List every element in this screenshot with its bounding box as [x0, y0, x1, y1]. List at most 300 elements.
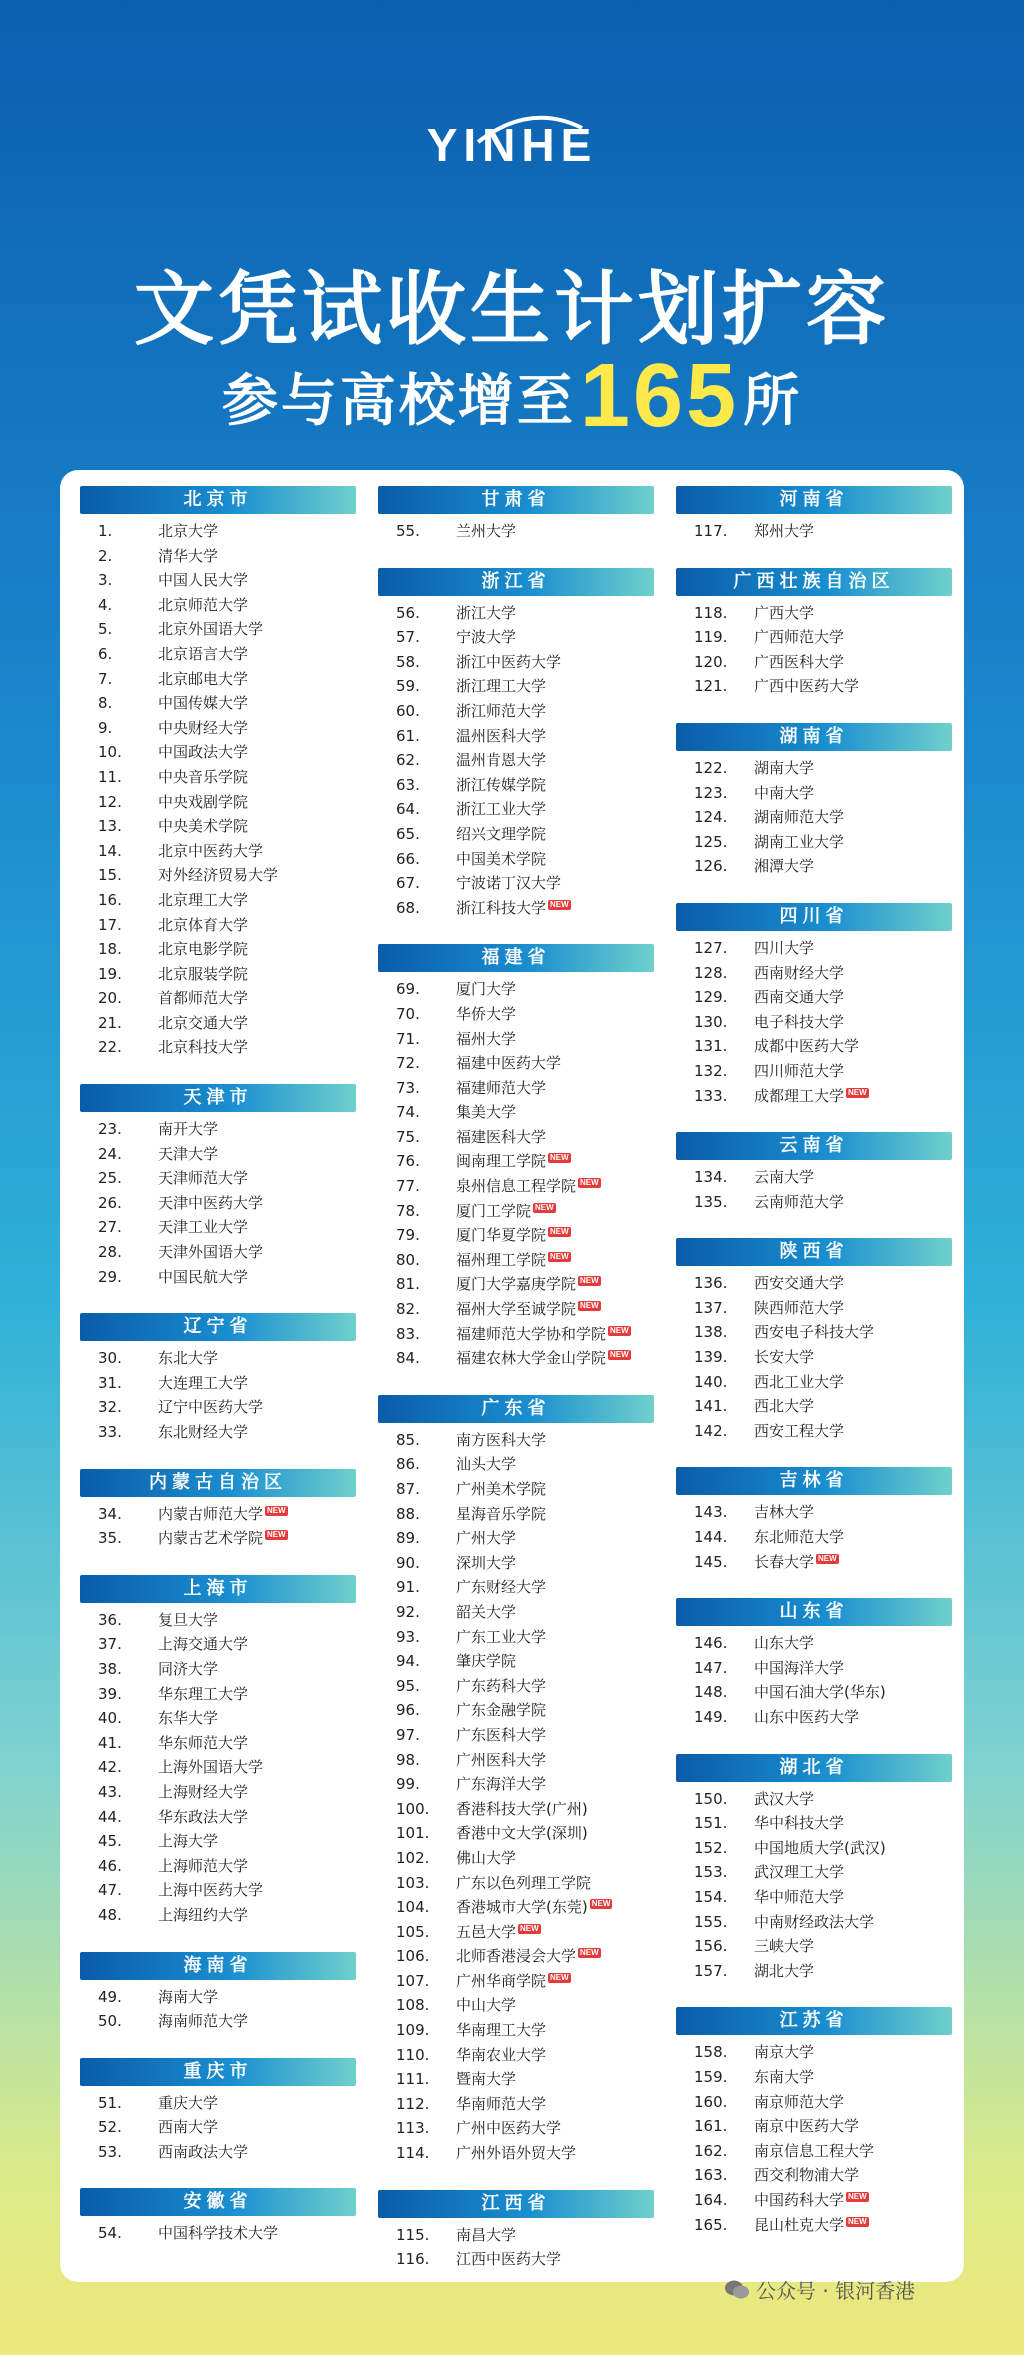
row-number: 66. — [396, 849, 420, 868]
list-column-1 — [80, 486, 356, 2270]
row-number: 79. — [396, 1226, 420, 1245]
university-name: 中国药科大学 — [754, 2190, 845, 2209]
university-name: 中国传媒大学 — [158, 694, 249, 713]
university-row — [80, 888, 356, 913]
university-name: 中央财经大学 — [158, 718, 249, 737]
university-row — [80, 1526, 356, 1551]
row-number: 158. — [694, 2043, 728, 2062]
row-number: 143. — [694, 1503, 728, 1522]
university-row — [676, 1787, 952, 1812]
row-number: 35. — [98, 1529, 122, 1548]
university-name: 西南大学 — [158, 2118, 219, 2137]
university-row — [80, 1608, 356, 1633]
row-number: 75. — [396, 1127, 420, 1146]
row-number: 70. — [396, 1004, 420, 1023]
page-subtitle — [0, 345, 1024, 448]
university-row — [80, 839, 356, 864]
region-section — [378, 2190, 654, 2272]
university-name: 重庆大学 — [158, 2093, 219, 2112]
university-name: 香港中文大学(深圳) — [456, 1824, 588, 1843]
university-name: 广西师范大学 — [754, 628, 845, 647]
university-name: 厦门大学 — [456, 980, 517, 999]
university-name: 华南师范大学 — [456, 2094, 547, 2113]
university-row — [378, 519, 654, 544]
university-name: 清华大学 — [158, 546, 219, 565]
university-name: 南京信息工程大学 — [754, 2141, 875, 2160]
row-number: 89. — [396, 1529, 420, 1548]
brand-logo: YINHE — [426, 119, 598, 171]
university-row — [80, 913, 356, 938]
university-row — [378, 699, 654, 724]
university-name: 华东理工大学 — [158, 1684, 249, 1703]
university-name: 四川师范大学 — [754, 1061, 845, 1080]
row-number: 33. — [98, 1423, 122, 1441]
row-number: 28. — [98, 1243, 122, 1262]
university-name: 广东金融学院 — [456, 1701, 547, 1720]
university-row — [378, 1575, 654, 1600]
row-number: 61. — [396, 726, 420, 745]
university-name: 闽南理工学院 — [456, 1152, 547, 1171]
university-row — [378, 601, 654, 626]
university-name: 广东药科大学 — [456, 1676, 547, 1695]
university-row — [378, 625, 654, 650]
university-name: 北京理工大学 — [158, 890, 249, 909]
list-column-3 — [676, 486, 952, 2261]
university-row — [378, 2141, 654, 2166]
university-row — [80, 1502, 356, 1527]
university-row — [378, 1895, 654, 1920]
row-number: 20. — [98, 989, 122, 1008]
university-row — [378, 1944, 654, 1969]
university-name: 华中科技大学 — [754, 1814, 845, 1833]
university-name: 东南大学 — [754, 2067, 815, 2086]
university-row — [80, 1682, 356, 1707]
university-name: 中央美术学院 — [158, 817, 249, 836]
region-header: 上海市 — [80, 1575, 356, 1603]
university-name: 成都中医药大学 — [754, 1037, 860, 1056]
university-name: 广州医科大学 — [456, 1750, 547, 1769]
row-number: 144. — [694, 1528, 728, 1547]
university-row — [676, 1190, 952, 1215]
university-name: 南昌大学 — [456, 2225, 517, 2244]
university-row — [378, 674, 654, 699]
region-header: 浙江省 — [378, 568, 654, 596]
row-number: 17. — [98, 915, 122, 934]
university-name: 西安电子科技大学 — [754, 1323, 875, 1342]
row-number: 149. — [694, 1708, 728, 1726]
university-name: 华南农业大学 — [456, 2045, 547, 2064]
university-row — [378, 1502, 654, 1527]
row-number: 52. — [98, 2118, 122, 2137]
university-row — [676, 2188, 952, 2213]
row-number: 57. — [396, 628, 420, 647]
region-section — [676, 1132, 952, 1214]
row-number: 3. — [98, 571, 113, 590]
university-name: 泉州信息工程学院 — [456, 1177, 577, 1196]
row-number: 92. — [396, 1602, 420, 1621]
university-row — [80, 716, 356, 741]
university-name: 长春大学 — [754, 1552, 815, 1571]
university-name: 南京中医药大学 — [754, 2117, 860, 2136]
university-name: 中央音乐学院 — [158, 767, 249, 786]
university-name: 电子科技大学 — [754, 1012, 845, 1031]
row-number: 135. — [694, 1192, 728, 1211]
university-name: 首都师范大学 — [158, 989, 249, 1008]
university-name: 西安交通大学 — [754, 1274, 845, 1293]
row-number: 72. — [396, 1054, 420, 1073]
list-column-2 — [378, 486, 654, 2296]
university-name: 成都理工大学 — [754, 1086, 845, 1105]
university-row — [378, 1223, 654, 1248]
row-number: 65. — [396, 824, 420, 843]
region-section — [676, 568, 952, 699]
university-row — [378, 1625, 654, 1650]
university-row — [378, 977, 654, 1002]
university-name: 西南财经大学 — [754, 963, 845, 982]
region-header: 广东省 — [378, 1395, 654, 1423]
row-number: 132. — [694, 1061, 728, 1080]
region-section — [378, 944, 654, 1371]
row-number: 152. — [694, 1838, 728, 1857]
university-count: 165 — [579, 346, 740, 446]
university-name: 韶关大学 — [456, 1602, 517, 1621]
university-name: 同济大学 — [158, 1659, 219, 1678]
region-section — [676, 486, 952, 544]
region-section — [676, 1598, 952, 1729]
university-row — [80, 1395, 356, 1420]
university-name: 湖北大学 — [754, 1961, 815, 1980]
university-name: 南京师范大学 — [754, 2092, 845, 2111]
row-number: 108. — [396, 1996, 430, 2015]
row-number: 83. — [396, 1324, 420, 1343]
university-name: 上海交通大学 — [158, 1635, 249, 1654]
university-row — [378, 1993, 654, 2018]
university-row — [80, 2140, 356, 2165]
university-row — [378, 1297, 654, 1322]
row-number: 146. — [694, 1634, 728, 1653]
university-name: 上海外国语大学 — [158, 1758, 264, 1777]
university-row — [378, 2067, 654, 2092]
university-name: 北京师范大学 — [158, 595, 249, 614]
university-row — [676, 854, 952, 879]
university-row — [80, 593, 356, 618]
university-row — [676, 2090, 952, 2115]
university-name: 广州中医药大学 — [456, 2119, 562, 2138]
university-row — [676, 1959, 952, 1984]
row-number: 157. — [694, 1961, 728, 1980]
row-number: 54. — [98, 2224, 122, 2243]
university-name: 湘潭大学 — [754, 857, 815, 876]
university-row — [676, 1836, 952, 1861]
university-row — [676, 830, 952, 855]
university-name: 福建师范大学 — [456, 1078, 547, 1097]
university-row — [80, 1985, 356, 2010]
new-badge: NEW — [580, 1948, 599, 1958]
university-name: 北京邮电大学 — [158, 669, 249, 688]
row-number: 73. — [396, 1078, 420, 1097]
university-name: 西安工程大学 — [754, 1421, 845, 1440]
university-row — [80, 1346, 356, 1371]
subtitle-prefix: 参与高校增至 — [221, 369, 576, 434]
region-header: 陕西省 — [676, 1238, 952, 1266]
university-row — [676, 1885, 952, 1910]
university-row — [378, 1248, 654, 1273]
university-row — [80, 1142, 356, 1167]
row-number: 31. — [98, 1373, 122, 1392]
row-number: 153. — [694, 1863, 728, 1882]
row-number: 9. — [98, 718, 113, 737]
region-section — [80, 1313, 356, 1444]
row-number: 4. — [98, 595, 113, 614]
row-number: 16. — [98, 890, 122, 909]
university-row — [676, 625, 952, 650]
region-header: 湖南省 — [676, 723, 952, 751]
row-number: 2. — [98, 546, 113, 565]
university-name: 北师香港浸会大学 — [456, 1947, 577, 1966]
university-row — [80, 667, 356, 692]
university-row — [676, 1271, 952, 1296]
university-name: 五邑大学 — [456, 1922, 517, 1941]
region-header: 甘肃省 — [378, 486, 654, 514]
watermark-text: 公众号 · 银河香港 — [756, 2279, 916, 2303]
row-number: 155. — [694, 1912, 728, 1931]
university-row — [378, 1125, 654, 1150]
university-row — [676, 1860, 952, 1885]
university-row — [676, 1934, 952, 1959]
row-number: 38. — [98, 1659, 122, 1678]
row-number: 110. — [396, 2045, 430, 2064]
row-number: 40. — [98, 1709, 122, 1728]
university-row — [378, 1076, 654, 1101]
university-name: 东北财经大学 — [158, 1423, 249, 1441]
university-name: 南方医科大学 — [456, 1430, 547, 1449]
university-row — [378, 797, 654, 822]
row-number: 148. — [694, 1683, 728, 1702]
university-name: 中国科学技术大学 — [158, 2224, 279, 2243]
row-number: 58. — [396, 652, 420, 671]
university-row — [378, 1649, 654, 1674]
university-name: 上海财经大学 — [158, 1782, 249, 1801]
row-number: 12. — [98, 792, 122, 811]
new-badge: NEW — [580, 1178, 599, 1188]
region-section — [676, 903, 952, 1108]
university-row — [676, 1296, 952, 1321]
university-name: 中国人民大学 — [158, 571, 249, 590]
university-name: 北京大学 — [158, 522, 219, 540]
university-row — [378, 1428, 654, 1453]
university-row — [378, 1051, 654, 1076]
university-name: 福州大学至诚学院 — [456, 1300, 577, 1319]
university-row — [80, 1011, 356, 1036]
university-row — [80, 1829, 356, 1854]
row-number: 10. — [98, 743, 122, 762]
region-section — [676, 1467, 952, 1574]
university-row — [80, 1657, 356, 1682]
region-section — [80, 2188, 356, 2246]
university-name: 中国美术学院 — [456, 849, 547, 868]
university-name: 北京电影学院 — [158, 940, 249, 959]
university-name: 东北师范大学 — [754, 1528, 845, 1547]
university-name: 西南政法大学 — [158, 2142, 249, 2161]
wechat-icon — [724, 2279, 750, 2301]
university-row — [80, 1805, 356, 1830]
row-number: 42. — [98, 1758, 122, 1777]
university-name: 长安大学 — [754, 1348, 815, 1367]
university-name: 福州大学 — [456, 1029, 517, 1048]
university-row — [378, 1199, 654, 1224]
university-row — [676, 1010, 952, 1035]
row-number: 80. — [396, 1250, 420, 1269]
university-row — [80, 1035, 356, 1060]
university-name: 浙江师范大学 — [456, 701, 547, 720]
row-number: 97. — [396, 1725, 420, 1744]
row-number: 127. — [694, 938, 728, 957]
new-badge: NEW — [848, 2216, 867, 2226]
university-row — [378, 1600, 654, 1625]
row-number: 49. — [98, 1987, 122, 2006]
row-number: 101. — [396, 1824, 430, 1843]
university-name: 浙江科技大学 — [456, 898, 547, 917]
university-name: 中央戏剧学院 — [158, 792, 249, 811]
row-number: 109. — [396, 2021, 430, 2040]
row-number: 41. — [98, 1733, 122, 1752]
row-number: 119. — [694, 628, 728, 647]
row-number: 69. — [396, 980, 420, 999]
row-number: 159. — [694, 2067, 728, 2086]
university-row — [378, 1526, 654, 1551]
university-row — [80, 1731, 356, 1756]
region-section — [80, 1084, 356, 1289]
university-name: 广州华商学院 — [456, 1971, 547, 1990]
row-number: 105. — [396, 1922, 430, 1941]
university-row — [378, 1002, 654, 1027]
university-name: 上海大学 — [158, 1832, 219, 1851]
university-row — [378, 1797, 654, 1822]
university-row — [676, 781, 952, 806]
row-number: 160. — [694, 2092, 728, 2111]
university-name: 佛山大学 — [456, 1848, 517, 1867]
subtitle-suffix: 所 — [743, 369, 803, 434]
university-row — [676, 601, 952, 626]
university-name: 内蒙古师范大学 — [158, 1504, 264, 1523]
region-section — [676, 1754, 952, 1984]
row-number: 120. — [694, 652, 728, 671]
university-row — [378, 2223, 654, 2248]
new-badge: NEW — [550, 1227, 569, 1237]
new-badge: NEW — [848, 1087, 867, 1097]
region-header: 辽宁省 — [80, 1313, 356, 1341]
row-number: 98. — [396, 1750, 420, 1769]
university-row — [676, 1370, 952, 1395]
new-badge: NEW — [580, 1301, 599, 1311]
new-badge: NEW — [848, 2191, 867, 2201]
university-row — [378, 1674, 654, 1699]
university-name: 北京服装学院 — [158, 964, 249, 983]
region-section — [80, 1469, 356, 1551]
university-row — [378, 1846, 654, 1871]
university-name: 大连理工大学 — [158, 1373, 249, 1392]
region-header: 海南省 — [80, 1952, 356, 1980]
university-name: 福州理工学院 — [456, 1250, 547, 1269]
university-name: 华东师范大学 — [158, 1733, 249, 1752]
university-name: 湖南工业大学 — [754, 832, 845, 851]
row-number: 56. — [396, 603, 420, 622]
university-name: 四川大学 — [754, 938, 815, 957]
university-row — [378, 1821, 654, 1846]
university-row — [378, 1027, 654, 1052]
university-row — [80, 1878, 356, 1903]
region-header: 江西省 — [378, 2190, 654, 2218]
university-row — [80, 1854, 356, 1879]
university-name: 福建农林大学金山学院 — [456, 1349, 607, 1368]
university-row — [676, 985, 952, 1010]
row-number: 136. — [694, 1274, 728, 1293]
university-name: 东北大学 — [158, 1349, 219, 1368]
university-row — [80, 1265, 356, 1290]
university-name: 福建医科大学 — [456, 1127, 547, 1146]
row-number: 111. — [396, 2070, 430, 2089]
row-number: 121. — [694, 677, 728, 696]
row-number: 23. — [98, 1120, 122, 1139]
row-number: 82. — [396, 1300, 420, 1319]
row-number: 36. — [98, 1610, 122, 1629]
university-row — [378, 847, 654, 872]
university-name: 中南财经政法大学 — [754, 1912, 875, 1931]
university-row — [80, 519, 356, 544]
row-number: 129. — [694, 988, 728, 1007]
region-section — [676, 1238, 952, 1443]
university-name: 中山大学 — [456, 1996, 517, 2015]
university-name: 福建师范大学协和学院 — [456, 1324, 607, 1343]
university-name: 广东以色列理工学院 — [456, 1873, 592, 1892]
university-row — [378, 1969, 654, 1994]
university-row — [676, 1034, 952, 1059]
university-name: 南京大学 — [754, 2043, 815, 2062]
university-name: 辽宁中医药大学 — [158, 1398, 264, 1417]
university-row — [378, 773, 654, 798]
university-name: 厦门华夏学院 — [456, 1226, 547, 1245]
university-row — [80, 2115, 356, 2140]
university-name: 云南师范大学 — [754, 1192, 845, 1211]
university-row — [80, 790, 356, 815]
row-number: 113. — [396, 2119, 430, 2138]
university-name: 广东工业大学 — [456, 1627, 547, 1646]
university-name: 海南师范大学 — [158, 2012, 249, 2031]
row-number: 43. — [98, 1782, 122, 1801]
university-name: 三峡大学 — [754, 1937, 815, 1956]
university-row — [378, 650, 654, 675]
university-name: 兰州大学 — [456, 522, 517, 540]
row-number: 88. — [396, 1504, 420, 1523]
university-name: 广东海洋大学 — [456, 1775, 547, 1794]
row-number: 22. — [98, 1038, 122, 1057]
university-row — [676, 1084, 952, 1109]
university-row — [676, 961, 952, 986]
row-number: 139. — [694, 1348, 728, 1367]
university-name: 广西大学 — [754, 603, 815, 622]
university-row — [80, 568, 356, 593]
university-row — [378, 1772, 654, 1797]
row-number: 1. — [98, 522, 113, 540]
row-number: 165. — [694, 2215, 728, 2234]
row-number: 21. — [98, 1013, 122, 1032]
university-name: 中国石油大学(华东) — [754, 1683, 886, 1702]
row-number: 95. — [396, 1676, 420, 1695]
region-header: 内蒙古自治区 — [80, 1469, 356, 1497]
university-name: 北京外国语大学 — [158, 620, 264, 639]
university-row — [378, 1174, 654, 1199]
university-row — [378, 822, 654, 847]
